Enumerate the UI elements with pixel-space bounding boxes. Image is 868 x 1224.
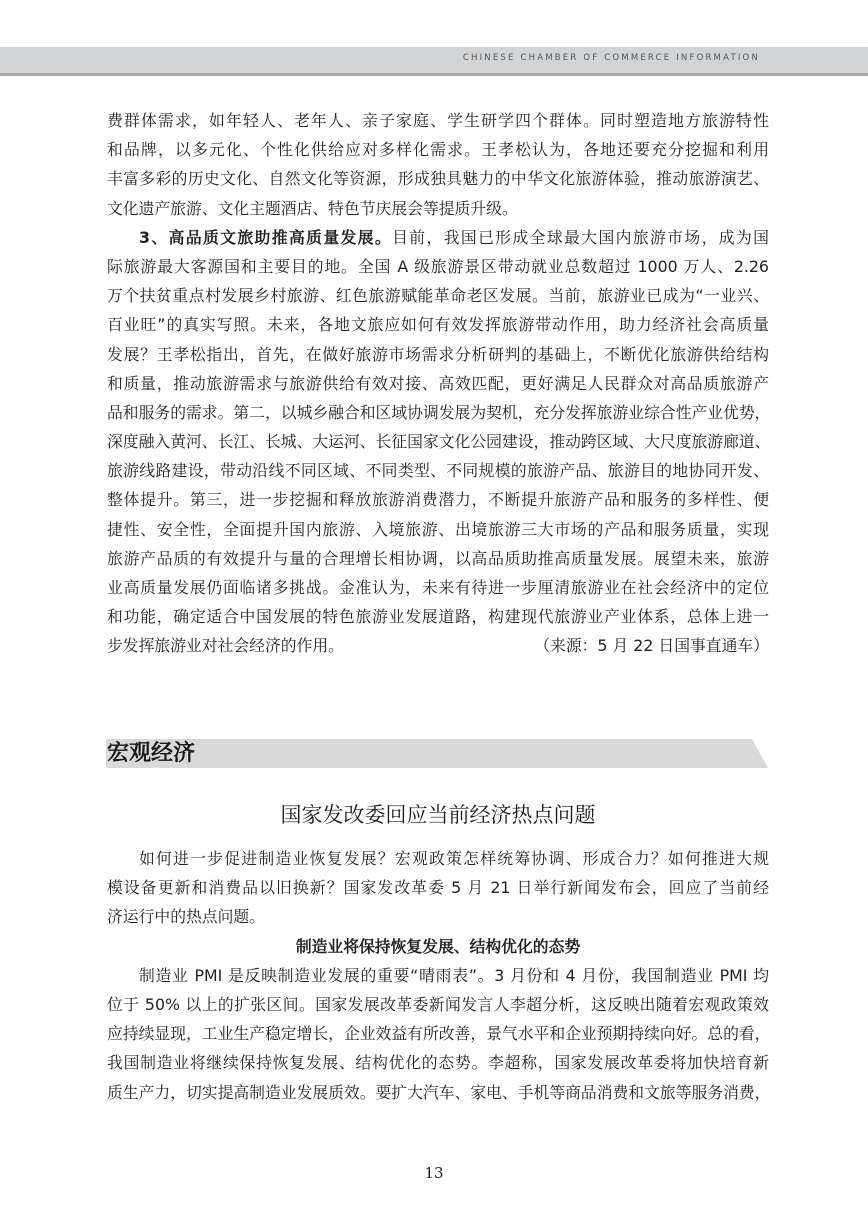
- paragraph-line: 应持续显现，工业生产稳定增长，企业效益有所改善，景气水平和企业预期持续向好。总的看，: [107, 1024, 771, 1044]
- source-citation: （来源：5 月 22 日国事直通车）: [534, 636, 769, 656]
- paragraph-line: 品和服务的需求。第二，以城乡融合和区域协调发展为契机，充分发挥旅游业综合性产业优势，: [107, 402, 771, 422]
- article-body: [107, 844, 769, 1107]
- article-subheading: 制造业将保持恢复发展、结构优化的态势: [295, 936, 581, 956]
- paragraph-line: 和质量，推动旅游需求与旅游供给有效对接、高效匹配，更好满足人民群众对高品质旅游产: [107, 373, 769, 393]
- paragraph-line: 旅游线路建设，带动沿线不同区域、不同类型、不同规模的旅游产品、旅游目的地协同开发、: [107, 461, 769, 481]
- paragraph-line: 模设备更新和消费品以旧换新？国家发改革委 5 月 21 日举行新闻发布会，回应了当前经: [107, 878, 769, 898]
- paragraph-line: 我国制造业将继续保持恢复发展、结构优化的态势。李超称，国家发展改革委将加快培育新: [107, 1053, 769, 1073]
- paragraph-line: 业高质量发展仍面临诸多挑战。金准认为，未来有待进一步厘清旅游业在社会经济中的定位: [107, 578, 769, 597]
- paragraph-last-line: [107, 631, 769, 660]
- paragraph-line-end: 步发挥旅游业对社会经济的作用。: [107, 636, 344, 656]
- running-header-text: CHINESE CHAMBER OF COMMERCE INFORMATION: [462, 53, 760, 63]
- paragraph-line: 百业旺”的真实写照。未来，各地文旅应如何有效发挥旅游带动作用，助力经济社会高质量: [107, 315, 769, 335]
- paragraph-line: 文化遗产旅游、文化主题酒店、特色节庆展会等提质升级。: [107, 198, 518, 218]
- section-title: 宏观经济: [107, 740, 196, 766]
- paragraph-line: 质生产力，切实提高制造业发展质效。要扩大汽车、家电、手机等商品消费和文旅等服务消费，: [107, 1082, 771, 1102]
- paragraph-line: 费群体需求，如年轻人、老年人、亲子家庭、学生研学四个群体。同时塑造地方旅游特性: [107, 111, 769, 130]
- page-number: 13: [424, 1164, 444, 1182]
- paragraph-line: 整体提升。第三，进一步挖掘和释放旅游消费潜力，不断提升旅游产品和服务的多样性、便: [107, 490, 769, 510]
- paragraph-line: 制造业 PMI 是反映制造业发展的重要“晴雨表”。3 月份和 4 月份，我国制造业 PMI 均: [139, 965, 769, 985]
- paragraph-line: 和品牌，以多元化、个性化供给应对多样化需求。王孝松认为，各地还要充分挖掘和利用: [107, 140, 769, 160]
- paragraph-line: 和功能，确定适合中国发展的特色旅游业发展道路，构建现代旅游业产业体系，总体上进一: [107, 607, 769, 627]
- point-3-first-line: [107, 223, 769, 252]
- paragraph-line: 发展？王孝松指出，首先，在做好旅游市场需求分析研判的基础上，不断优化旅游供给结构: [107, 344, 769, 364]
- paragraph-line: 万个扶贫重点村发展乡村旅游、红色旅游赋能革命老区发展。当前，旅游业已成为“一业兴、: [107, 286, 769, 306]
- paragraph-line: 丰富多彩的历史文化、自然文化等资源，形成独具魅力的中华文化旅游体验，推动旅游演艺、: [107, 169, 769, 189]
- section-header-bar: [106, 739, 768, 768]
- point-3-heading: 3、高品质文旅助推高质量发展。: [139, 227, 393, 247]
- section-header-background: [106, 739, 768, 768]
- running-header-stripe: [0, 73, 868, 76]
- paragraph-line: 位于 50% 以上的扩张区间。国家发展改革委新闻发言人李超分析，这反映出随着宏观政策效: [107, 994, 769, 1014]
- paragraph-line: 旅游产品质的有效提升与量的合理增长相协调，以高品质助推高质量发展。展望未来，旅游: [107, 548, 769, 568]
- paragraph-line: 济运行中的热点问题。: [107, 907, 265, 927]
- paragraph-line: 际旅游最大客源国和主要目的地。全国 A 级旅游景区带动就业总数超过 1000 万人、2.26: [107, 256, 769, 276]
- paragraph-line: 如何进一步促进制造业恢复发展？宏观政策怎样统筹协调、形成合力？如何推进大规: [139, 849, 769, 868]
- article-title: 国家发改委回应当前经济热点问题: [280, 803, 596, 827]
- paragraph-line: 捷性、安全性，全面提升国内旅游、入境旅游、出境旅游三大市场的产品和服务质量，实现: [107, 519, 769, 539]
- paragraph-line: 深度融入黄河、长江、长城、大运河、长征国家文化公园建设，推动跨区域、大尺度旅游廊道、: [107, 432, 771, 452]
- page-content-top: [107, 106, 769, 661]
- point-3-first-line-text: 目前，我国已形成全球最大国内旅游市场，成为国: [392, 227, 769, 247]
